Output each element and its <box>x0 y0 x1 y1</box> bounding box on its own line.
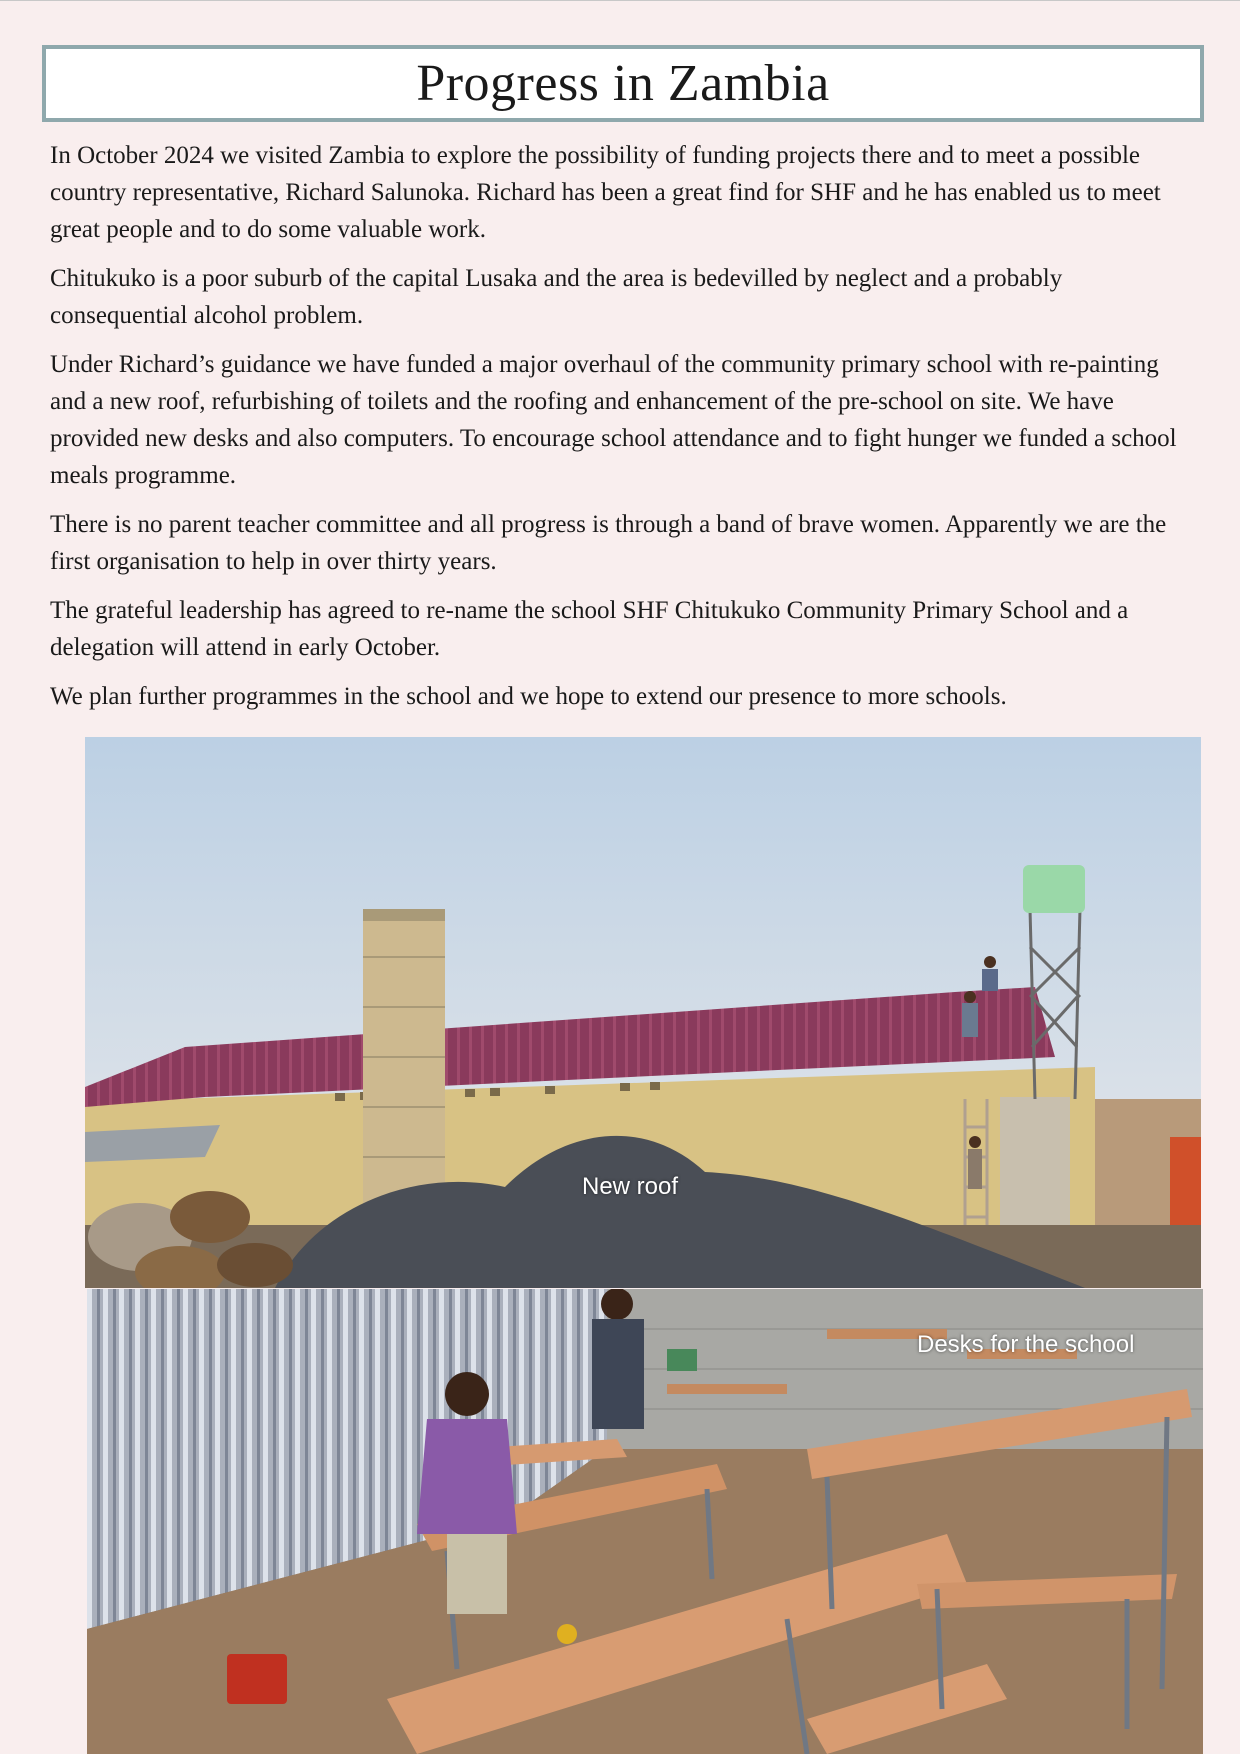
paragraph-women: There is no parent teacher committee and all progress is through a band of brave women. Apparently we are the first organisation to help in over thirty years. <box>50 511 1167 575</box>
article-body <box>50 137 1200 727</box>
paragraph-plans: We plan further programmes in the school and we hope to extend our presence to more schools. <box>50 683 1007 710</box>
water-tank-shape <box>1023 865 1085 913</box>
photo-caption-desks: Desks for the school <box>917 1331 1135 1358</box>
page-top-rule <box>0 0 1240 1</box>
photo-new-roof <box>85 737 1201 1288</box>
photo-caption-roof: New roof <box>582 1173 679 1200</box>
new-roof-illustration <box>85 737 1201 1288</box>
page-title: Progress in Zambia <box>416 54 830 112</box>
paragraph-intro: In October 2024 we visited Zambia to explore the possibility of funding projects there and to meet a possible country representative, Richard Salunoka. Richard has been a great find for SHF and he has enabled us to meet great people and to do some valuable work. <box>50 142 1161 243</box>
paragraph-overhaul: Under Richard’s guidance we have funded a major overhaul of the community primary school with re-painting and a new roof, refurbishing of toilets and the roofing and enhancement of the pre-school on site. We have provided new desks and also computers. To encourage school attendance and to fight hunger we funded a school meals programme. <box>50 351 1177 489</box>
paragraph-chitukuko: Chitukuko is a poor suburb of the capital Lusaka and the area is bedevilled by neglect and a probably consequential alcohol problem. <box>50 265 1063 329</box>
photo-desks <box>87 1289 1203 1754</box>
paragraph-rename: The grateful leadership has agreed to re-name the school SHF Chitukuko Community Primary School and a delegation will attend in early October. <box>50 597 1129 661</box>
title-box <box>42 45 1204 122</box>
